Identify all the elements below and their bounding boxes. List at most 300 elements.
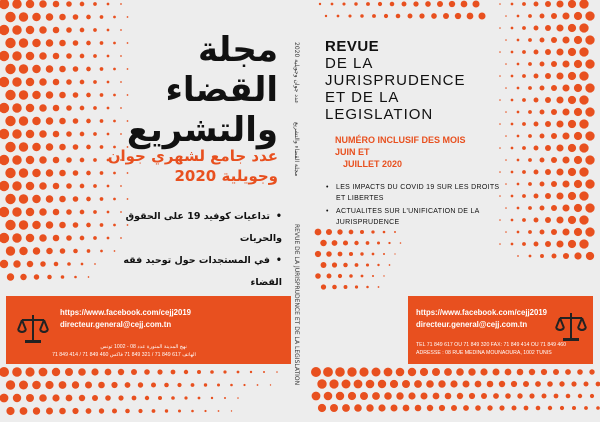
halftone-dot bbox=[444, 368, 452, 376]
halftone-dot bbox=[560, 406, 564, 410]
halftone-dot bbox=[522, 98, 526, 102]
halftone-dot bbox=[528, 86, 532, 90]
halftone-dot bbox=[528, 134, 532, 138]
halftone-dot bbox=[32, 169, 40, 177]
halftone-dot bbox=[528, 158, 532, 162]
halftone-dot bbox=[73, 14, 79, 20]
halftone-dot bbox=[80, 236, 85, 241]
halftone-dot bbox=[371, 230, 374, 233]
halftone-dot bbox=[579, 167, 588, 176]
halftone-dot bbox=[394, 231, 396, 233]
halftone-dot bbox=[579, 0, 588, 9]
halftone-dot bbox=[45, 381, 53, 389]
halftone-dot bbox=[534, 98, 539, 103]
halftone-dot bbox=[384, 392, 392, 400]
halftone-dot bbox=[80, 184, 85, 189]
halftone-dot bbox=[13, 260, 20, 267]
halftone-dot bbox=[53, 79, 60, 86]
halftone-dot bbox=[355, 285, 358, 288]
halftone-dot bbox=[26, 182, 34, 190]
halftone-dot bbox=[32, 195, 40, 203]
halftone-dot bbox=[6, 246, 15, 255]
arabic-bullet-item: • في المستجدات حول توحيد فقه القضاء bbox=[92, 250, 282, 294]
spine bbox=[292, 0, 312, 422]
halftone-dot bbox=[517, 135, 520, 138]
halftone-dot bbox=[542, 394, 547, 399]
halftone-dot bbox=[534, 122, 539, 127]
halftone-dot bbox=[336, 392, 344, 400]
halftone-dot bbox=[12, 25, 21, 34]
halftone-dot bbox=[32, 91, 40, 99]
halftone-dot bbox=[545, 193, 551, 199]
halftone-dot bbox=[337, 15, 340, 18]
halftone-dot bbox=[19, 38, 28, 47]
halftone-dot bbox=[39, 394, 47, 402]
halftone-dot bbox=[366, 2, 370, 6]
halftone-dot bbox=[171, 396, 175, 400]
halftone-dot bbox=[325, 15, 327, 17]
halftone-dot bbox=[563, 253, 569, 259]
halftone-dot bbox=[354, 380, 363, 389]
halftone-dot bbox=[317, 379, 326, 388]
halftone-dot bbox=[574, 60, 582, 68]
halftone-dot bbox=[493, 393, 499, 399]
halftone-dot bbox=[541, 369, 547, 375]
halftone-dot bbox=[32, 143, 40, 151]
halftone-dot bbox=[5, 220, 15, 230]
halftone-dot bbox=[39, 0, 47, 8]
halftone-dot bbox=[545, 145, 551, 151]
halftone-dot bbox=[562, 60, 569, 67]
arabic-title-line: والتشريع bbox=[126, 110, 278, 150]
halftone-dot bbox=[511, 243, 514, 246]
halftone-dot bbox=[0, 103, 9, 113]
halftone-dot bbox=[579, 47, 588, 56]
halftone-dot bbox=[528, 110, 532, 114]
email-link[interactable]: directeur.general@cejj.com.tn bbox=[416, 320, 528, 329]
halftone-dot bbox=[372, 14, 376, 18]
halftone-dot bbox=[475, 381, 482, 388]
halftone-dot bbox=[204, 410, 206, 412]
halftone-dot bbox=[547, 381, 553, 387]
halftone-dot bbox=[540, 230, 545, 235]
halftone-dot bbox=[456, 368, 464, 376]
halftone-dot bbox=[66, 27, 72, 33]
halftone-dot bbox=[377, 264, 379, 266]
halftone-dot bbox=[366, 404, 373, 411]
halftone-dot bbox=[529, 393, 534, 398]
halftone-dot bbox=[39, 156, 47, 164]
halftone-dot bbox=[66, 235, 72, 241]
halftone-dot bbox=[540, 206, 545, 211]
halftone-dot bbox=[402, 380, 410, 388]
halftone-dot bbox=[511, 3, 514, 6]
halftone-dot bbox=[337, 229, 342, 234]
halftone-dot bbox=[5, 168, 15, 178]
halftone-dot bbox=[157, 369, 162, 374]
halftone-dot bbox=[556, 240, 563, 247]
halftone-dot bbox=[574, 132, 582, 140]
halftone-dot bbox=[360, 14, 363, 17]
halftone-dot bbox=[218, 410, 220, 412]
halftone-dot bbox=[257, 384, 259, 386]
halftone-dot bbox=[517, 39, 520, 42]
halftone-dot bbox=[585, 11, 594, 20]
halftone-dot bbox=[467, 13, 474, 20]
halftone-dot bbox=[107, 3, 110, 6]
halftone-dot bbox=[59, 66, 66, 73]
halftone-dot bbox=[372, 253, 375, 256]
halftone-dot bbox=[67, 262, 71, 266]
halftone-dot bbox=[5, 12, 15, 22]
halftone-dot bbox=[585, 179, 594, 188]
halftone-dot bbox=[19, 194, 28, 203]
arabic-address: نهج المدينة المنورة عدد 08 - 1002 تونس bbox=[100, 344, 187, 350]
halftone-dot bbox=[517, 231, 520, 234]
halftone-dot bbox=[138, 382, 143, 387]
halftone-dot bbox=[53, 157, 60, 164]
halftone-dot bbox=[78, 368, 86, 376]
halftone-dot bbox=[177, 383, 181, 387]
halftone-dot bbox=[499, 147, 501, 149]
halftone-dot bbox=[413, 1, 418, 6]
halftone-dot bbox=[59, 381, 67, 389]
halftone-dot bbox=[396, 14, 401, 19]
halftone-dot bbox=[66, 395, 73, 402]
halftone-dot bbox=[545, 217, 551, 223]
halftone-dot bbox=[475, 405, 481, 411]
halftone-dot bbox=[437, 1, 443, 7]
halftone-dot bbox=[93, 2, 97, 6]
halftone-dot bbox=[344, 285, 348, 289]
halftone-dot bbox=[347, 367, 356, 376]
halftone-dot bbox=[540, 158, 545, 163]
french-title bbox=[325, 38, 515, 123]
halftone-dot bbox=[26, 130, 34, 138]
halftone-dot bbox=[321, 284, 326, 289]
halftone-dot bbox=[33, 247, 40, 254]
halftone-dot bbox=[26, 156, 34, 164]
halftone-dot bbox=[427, 405, 433, 411]
halftone-dot bbox=[32, 13, 40, 21]
halftone-dot bbox=[46, 117, 54, 125]
halftone-dot bbox=[211, 397, 213, 399]
halftone-dot bbox=[522, 194, 526, 198]
halftone-dot bbox=[263, 371, 265, 373]
halftone-dot bbox=[111, 382, 117, 388]
halftone-dot bbox=[91, 368, 98, 375]
halftone-dot bbox=[39, 78, 47, 86]
halftone-dot bbox=[571, 381, 576, 386]
halftone-dot bbox=[534, 2, 539, 7]
halftone-dot bbox=[19, 116, 28, 125]
halftone-dot bbox=[34, 274, 39, 279]
halftone-dot bbox=[478, 12, 485, 19]
halftone-dot bbox=[445, 393, 452, 400]
halftone-dot bbox=[198, 397, 201, 400]
halftone-dot bbox=[360, 392, 368, 400]
halftone-dot bbox=[528, 14, 532, 18]
halftone-dot bbox=[19, 247, 27, 255]
halftone-dot bbox=[562, 228, 569, 235]
halftone-dot bbox=[39, 368, 48, 377]
halftone-dot bbox=[178, 410, 181, 413]
halftone-dot bbox=[511, 195, 514, 198]
halftone-dot bbox=[528, 38, 532, 42]
halftone-dot bbox=[26, 52, 34, 60]
halftone-dot bbox=[343, 263, 348, 268]
halftone-dot bbox=[85, 382, 92, 389]
halftone-dot bbox=[586, 252, 594, 260]
halftone-dot bbox=[568, 24, 576, 32]
halftone-dot bbox=[556, 144, 563, 151]
halftone-dot bbox=[210, 370, 214, 374]
halftone-dot bbox=[12, 51, 21, 60]
halftone-dot bbox=[26, 26, 34, 34]
halftone-dot bbox=[505, 393, 511, 399]
halftone-dot bbox=[359, 367, 368, 376]
halftone-dot bbox=[120, 3, 122, 5]
halftone-dot bbox=[342, 380, 351, 389]
halftone-dot bbox=[61, 275, 65, 279]
halftone-dot bbox=[26, 208, 34, 216]
halftone-dot bbox=[360, 252, 363, 255]
halftone-dot bbox=[93, 184, 97, 188]
halftone-dot bbox=[99, 408, 104, 413]
halftone-dot bbox=[26, 394, 34, 402]
halftone-dot bbox=[438, 380, 445, 387]
halftone-dot bbox=[125, 409, 130, 414]
halftone-dot bbox=[73, 222, 79, 228]
halftone-dot bbox=[487, 381, 494, 388]
halftone-dot bbox=[191, 410, 194, 413]
halftone-dot bbox=[528, 230, 532, 234]
halftone-dot bbox=[12, 77, 21, 86]
halftone-dot bbox=[321, 262, 327, 268]
halftone-dot bbox=[332, 285, 337, 290]
halftone-dot bbox=[579, 23, 588, 32]
halftone-dot bbox=[66, 157, 72, 163]
halftone-dot bbox=[574, 228, 582, 236]
halftone-dot bbox=[73, 170, 79, 176]
halftone-dot bbox=[396, 392, 403, 399]
halftone-dot bbox=[556, 0, 563, 7]
halftone-dot bbox=[522, 146, 526, 150]
halftone-dot bbox=[26, 78, 34, 86]
halftone-dot bbox=[522, 170, 526, 174]
halftone-dot bbox=[394, 253, 395, 254]
halftone-dot bbox=[32, 65, 40, 73]
halftone-dot bbox=[66, 209, 72, 215]
halftone-dot bbox=[505, 15, 507, 17]
halftone-dot bbox=[0, 181, 9, 191]
email-link[interactable]: directeur.general@cejj.com.tn bbox=[60, 320, 172, 329]
halftone-dot bbox=[197, 370, 201, 374]
halftone-dot bbox=[372, 368, 381, 377]
halftone-dot bbox=[59, 92, 66, 99]
halftone-dot bbox=[517, 255, 519, 257]
french-title-line: DE LA bbox=[325, 55, 374, 72]
halftone-dot bbox=[86, 171, 91, 176]
halftone-dot bbox=[315, 251, 321, 257]
halftone-dot bbox=[522, 50, 526, 54]
halftone-dot bbox=[562, 36, 569, 43]
halftone-dot bbox=[511, 27, 514, 30]
halftone-dot bbox=[568, 192, 576, 200]
halftone-dot bbox=[372, 275, 374, 277]
halftone-dot bbox=[12, 207, 21, 216]
halftone-dot bbox=[354, 404, 362, 412]
halftone-dot bbox=[562, 132, 569, 139]
halftone-dot bbox=[19, 90, 28, 99]
halftone-dot bbox=[505, 159, 507, 161]
halftone-dot bbox=[552, 254, 557, 259]
halftone-dot bbox=[224, 397, 226, 399]
halftone-dot bbox=[72, 408, 78, 414]
facebook-link[interactable]: https://www.facebook.com/cejj2019 bbox=[60, 308, 191, 317]
halftone-dot bbox=[511, 171, 514, 174]
halftone-dot bbox=[12, 0, 21, 9]
halftone-dot bbox=[54, 262, 59, 267]
halftone-dot bbox=[388, 242, 390, 244]
halftone-dot bbox=[383, 231, 386, 234]
halftone-dot bbox=[59, 408, 66, 415]
halftone-dot bbox=[499, 123, 501, 125]
halftone-dot bbox=[408, 392, 415, 399]
halftone-dot bbox=[540, 182, 545, 187]
halftone-dot bbox=[577, 369, 583, 375]
halftone-dot bbox=[402, 2, 407, 7]
halftone-dot bbox=[505, 231, 507, 233]
halftone-dot bbox=[534, 218, 539, 223]
halftone-dot bbox=[540, 86, 545, 91]
scales-logo-icon bbox=[16, 312, 50, 346]
halftone-dot bbox=[53, 183, 60, 190]
halftone-dot bbox=[39, 182, 47, 190]
halftone-dot bbox=[556, 24, 563, 31]
halftone-dot bbox=[87, 249, 91, 253]
halftone-dot bbox=[585, 155, 594, 164]
halftone-dot bbox=[568, 240, 576, 248]
arabic-phone: الهاتف 617 849 71 / 321 849 71 فاكس 460 849 71 / 414 849 71 bbox=[52, 352, 196, 358]
halftone-dot bbox=[449, 1, 455, 7]
halftone-dot bbox=[463, 405, 469, 411]
scales-logo-icon bbox=[554, 310, 588, 344]
halftone-dot bbox=[511, 381, 517, 387]
halftone-dot bbox=[46, 143, 54, 151]
halftone-dot bbox=[534, 26, 539, 31]
halftone-dot bbox=[579, 71, 588, 80]
halftone-dot bbox=[545, 241, 551, 247]
halftone-dot bbox=[80, 158, 85, 163]
halftone-dot bbox=[26, 104, 34, 112]
halftone-dot bbox=[522, 74, 526, 78]
halftone-dot bbox=[237, 397, 239, 399]
halftone-dot bbox=[86, 223, 91, 228]
halftone-dot bbox=[487, 405, 492, 410]
halftone-dot bbox=[585, 83, 594, 92]
arabic-contact-box bbox=[6, 296, 291, 364]
halftone-dot bbox=[562, 204, 569, 211]
halftone-dot bbox=[270, 384, 271, 385]
halftone-dot bbox=[65, 368, 73, 376]
halftone-dot bbox=[250, 371, 252, 373]
halftone-dot bbox=[6, 407, 14, 415]
halftone-dot bbox=[72, 381, 79, 388]
halftone-dot bbox=[528, 62, 532, 66]
halftone-dot bbox=[331, 3, 334, 6]
halftone-dot bbox=[19, 142, 28, 151]
halftone-dot bbox=[66, 53, 72, 59]
french-title-line: ET DE LA bbox=[325, 89, 400, 106]
halftone-dot bbox=[113, 16, 116, 19]
halftone-dot bbox=[125, 382, 131, 388]
halftone-dot bbox=[585, 35, 594, 44]
halftone-dot bbox=[237, 371, 240, 374]
halftone-dot bbox=[338, 274, 342, 278]
halftone-dot bbox=[562, 156, 569, 163]
halftone-dot bbox=[408, 14, 413, 19]
halftone-dot bbox=[551, 13, 557, 19]
halftone-dot bbox=[562, 12, 569, 19]
halftone-dot bbox=[469, 393, 475, 399]
halftone-dot bbox=[354, 2, 357, 5]
halftone-dot bbox=[540, 254, 544, 258]
spine-main-title: REVUE DE LA JURISPRUDENCE ET DE LA LEGISLATION bbox=[293, 224, 300, 386]
halftone-dot bbox=[545, 169, 551, 175]
halftone-dot bbox=[384, 368, 393, 377]
halftone-dot bbox=[540, 62, 545, 67]
halftone-dot bbox=[323, 367, 333, 377]
halftone-dot bbox=[565, 369, 571, 375]
halftone-dot bbox=[529, 255, 532, 258]
halftone-dot bbox=[425, 1, 431, 7]
halftone-dot bbox=[562, 108, 569, 115]
halftone-dot bbox=[80, 2, 85, 7]
halftone-dot bbox=[342, 2, 345, 5]
halftone-dot bbox=[39, 26, 47, 34]
halftone-dot bbox=[540, 110, 545, 115]
halftone-dot bbox=[53, 53, 60, 60]
halftone-dot bbox=[360, 230, 364, 234]
halftone-dot bbox=[338, 252, 343, 257]
halftone-dot bbox=[12, 367, 22, 377]
halftone-dot bbox=[574, 108, 582, 116]
facebook-link[interactable]: https://www.facebook.com/cejj2019 bbox=[416, 308, 547, 317]
halftone-dot bbox=[53, 1, 60, 8]
halftone-dot bbox=[366, 241, 370, 245]
halftone-dot bbox=[276, 371, 278, 373]
halftone-dot bbox=[534, 50, 539, 55]
halftone-dot bbox=[0, 233, 9, 243]
halftone-dot bbox=[144, 369, 150, 375]
halftone-dot bbox=[59, 14, 66, 21]
halftone-dot bbox=[46, 65, 54, 73]
halftone-dot bbox=[86, 408, 92, 414]
halftone-dot bbox=[80, 210, 85, 215]
halftone-dot bbox=[46, 169, 54, 177]
halftone-dot bbox=[548, 406, 552, 410]
halftone-dot bbox=[191, 383, 195, 387]
halftone-dot bbox=[158, 396, 162, 400]
halftone-dot bbox=[443, 13, 449, 19]
halftone-dot bbox=[553, 369, 559, 375]
halftone-dot bbox=[559, 381, 564, 386]
halftone-dot bbox=[118, 395, 123, 400]
halftone-dot bbox=[332, 262, 337, 267]
halftone-dot bbox=[13, 394, 21, 402]
halftone-dot bbox=[138, 409, 142, 413]
